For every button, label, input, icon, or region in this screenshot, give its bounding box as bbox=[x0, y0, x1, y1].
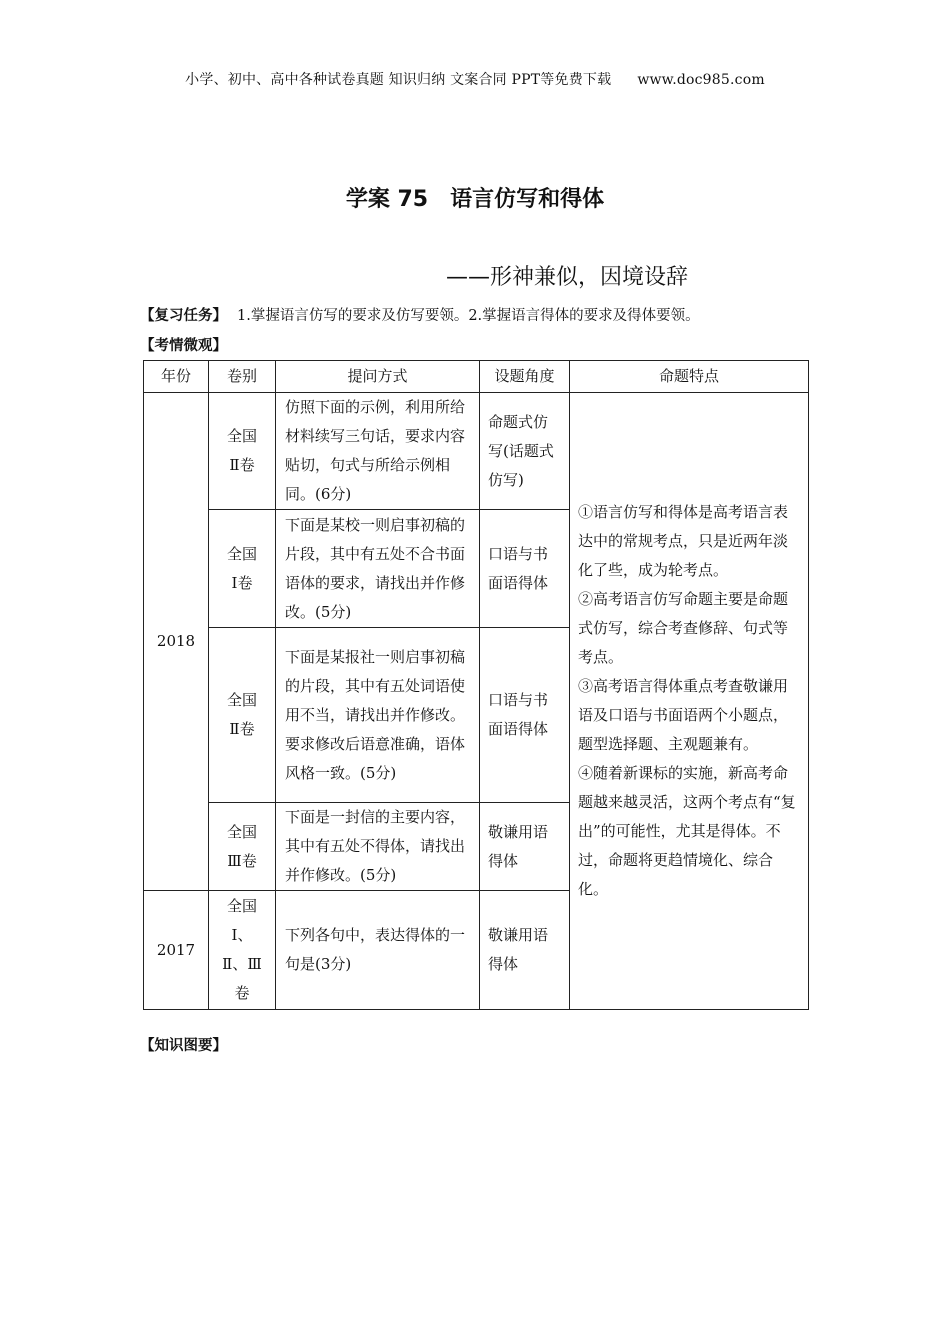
question-cell: 下面是某报社一则启事初稿的片段，其中有五处词语使用不当，请找出并作修改。要求修改后语意准确，语体风格一致。(5分) bbox=[276, 628, 480, 803]
question-cell: 下列各句中，表达得体的一句是(3分) bbox=[276, 891, 480, 1010]
angle-cell: 口语与书面语得体 bbox=[480, 628, 570, 803]
paper-cell bbox=[209, 891, 276, 1010]
header-slogan: 小学、初中、高中各种试卷真题 知识归纳 文案合同 PPT等免费下载 bbox=[185, 72, 612, 88]
angle-cell: 敬谦用语得体 bbox=[480, 803, 570, 891]
question-cell: 下面是一封信的主要内容，其中有五处不得体，请找出并作修改。(5分) bbox=[276, 803, 480, 891]
paper-cell bbox=[209, 628, 276, 803]
page-header bbox=[0, 69, 950, 89]
situation-label: 【考情微观】 bbox=[140, 338, 227, 354]
question-cell: 仿照下面的示例，利用所给材料续写三句话，要求内容贴切，句式与所给示例相同。(6分) bbox=[276, 393, 480, 510]
title-number: 学案 75 bbox=[345, 187, 429, 212]
paper-line: 全国 bbox=[226, 897, 257, 915]
feature-item: ①语言仿写和得体是高考语言表达中的常规考点，只是近两年淡化了些，成为轮考点。 bbox=[578, 503, 789, 579]
title-text: 语言仿写和得体 bbox=[450, 187, 605, 212]
exam-situation-table bbox=[143, 360, 809, 1010]
paper-line: Ⅱ、Ⅲ bbox=[222, 955, 262, 973]
paper-cell bbox=[209, 803, 276, 891]
paper-line: Ⅱ卷 bbox=[229, 456, 255, 474]
header-feature: 命题特点 bbox=[570, 361, 809, 393]
review-task-text: 1.掌握语言仿写的要求及仿写要领。2.掌握语言得体的要求及得体要领。 bbox=[237, 308, 700, 324]
angle-cell: 口语与书面语得体 bbox=[480, 510, 570, 628]
header-paper: 卷别 bbox=[209, 361, 276, 393]
table-header-row bbox=[144, 361, 809, 393]
year-2017: 2017 bbox=[144, 891, 209, 1010]
knowledge-map-label: 【知识图要】 bbox=[140, 1038, 227, 1054]
paper-line: Ⅰ卷 bbox=[231, 573, 253, 592]
review-task bbox=[140, 304, 700, 325]
feature-item: ④随着新课标的实施，新高考命题越来越灵活，这两个考点有“复出”的可能性，尤其是得体。不过，命题将更趋情境化、综合化。 bbox=[578, 764, 796, 898]
table-row bbox=[144, 393, 809, 510]
paper-cell bbox=[209, 393, 276, 510]
header-angle: 设题角度 bbox=[480, 361, 570, 393]
header-year: 年份 bbox=[144, 361, 209, 393]
year-2018: 2018 bbox=[144, 393, 209, 891]
paper-line: 全国 bbox=[226, 691, 257, 709]
paper-line: Ⅰ、 bbox=[231, 926, 253, 944]
paper-line: 全国 bbox=[226, 544, 257, 563]
paper-cell bbox=[209, 510, 276, 628]
paper-line: Ⅱ卷 bbox=[229, 720, 255, 738]
paper-line: 卷 bbox=[234, 984, 250, 1002]
question-cell: 下面是某校一则启事初稿的片段，其中有五处不合书面语体的要求，请找出并作修改。(5分) bbox=[276, 510, 480, 628]
angle-cell: 敬谦用语得体 bbox=[480, 891, 570, 1010]
page-subtitle: ——形神兼似，因境设辞 bbox=[446, 265, 689, 290]
page-title bbox=[0, 182, 950, 213]
header-question: 提问方式 bbox=[276, 361, 480, 393]
paper-line: Ⅲ卷 bbox=[227, 851, 257, 870]
feature-item: ③高考语言得体重点考查敬谦用语及口语与书面语两个小题点，题型选择题、主观题兼有。 bbox=[578, 677, 789, 753]
paper-line: 全国 bbox=[226, 822, 257, 841]
feature-cell bbox=[570, 393, 809, 1010]
header-site[interactable]: www.doc985.com bbox=[637, 72, 765, 88]
paper-line: 全国 bbox=[226, 427, 257, 445]
review-task-label: 【复习任务】 bbox=[140, 308, 227, 324]
angle-cell: 命题式仿写(话题式仿写) bbox=[480, 393, 570, 510]
feature-item: ②高考语言仿写命题主要是命题式仿写，综合考查修辞、句式等考点。 bbox=[578, 590, 789, 666]
